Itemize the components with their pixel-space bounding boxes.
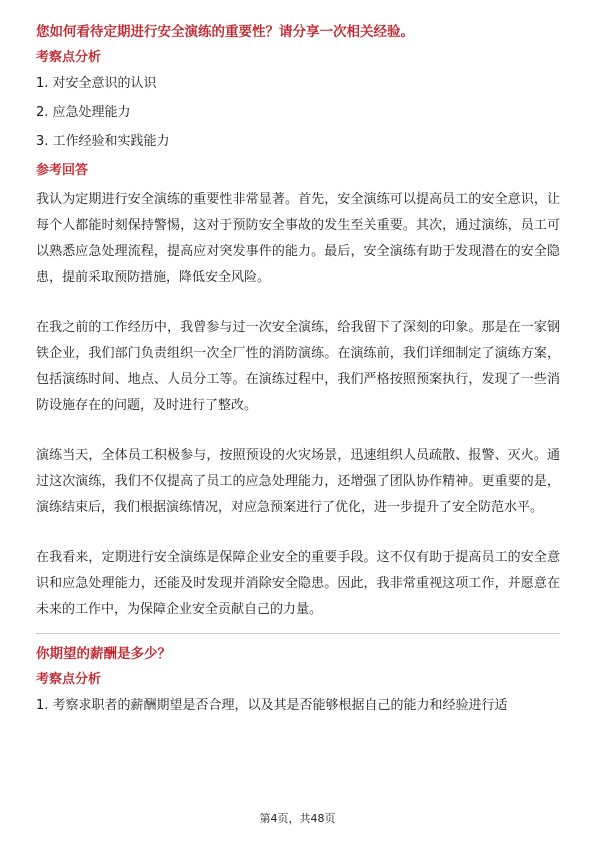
analysis-list (36, 696, 560, 716)
section-divider (36, 633, 560, 634)
question-block-1 (36, 22, 560, 623)
page-number: 第4页，共48页 (259, 812, 336, 825)
analysis-heading: 考察点分析 (36, 672, 102, 687)
list-item: 1. 考察求职者的薪酬期望是否合理，以及其是否能够根据自己的能力和经验进行适 (36, 698, 508, 713)
answer-paragraph: 在我看来，定期进行安全演练是保障企业安全的重要手段。这不仅有助于提高员工的安全意识和应急处理能力，还能及时发现并消除安全隐患。因此，我非常重视这项工作，并愿意在未来的工作中，为保障企业安全贡献自己的力量。 (36, 550, 560, 617)
answer-paragraph: 演练当天，全体员工积极参与，按照预设的火灾场景，迅速组织人员疏散、报警、灭火。通过这次演练，我们不仅提高了员工的应急处理能力，还增强了团队协作精神。更重要的是，演练结束后，我们根据演练情况，对应急预案进行了优化，进一步提升了安全防范水平。 (36, 448, 560, 515)
answer-heading: 参考回答 (36, 163, 89, 178)
list-item: 2. 应急处理能力 (36, 105, 131, 120)
answer-paragraph: 在我之前的工作经历中，我曾参与过一次安全演练，给我留下了深刻的印象。那是在一家钢铁企业，我们部门负责组织一次全厂性的消防演练。在演练前，我们详细制定了演练方案，包括演练时间、地点、人员分工等。在演练过程中，我们严格按照预案执行，发现了一些消防设施存在的问题，及时进行了整改。 (36, 320, 560, 413)
question-title: 你期望的薪酬是多少？ (36, 646, 171, 662)
analysis-heading: 考察点分析 (36, 50, 102, 65)
list-item: 1. 对安全意识的认识 (36, 76, 157, 91)
answer-paragraph: 我认为定期进行安全演练的重要性非常显著。首先，安全演练可以提高员工的安全意识，让每个人都能时刻保持警惕，这对于预防安全事故的发生至关重要。其次，通过演练，员工可以熟悉应急处理流程，提高应对突发事件的能力。最后，安全演练有助于发现潜在的安全隐患，提前采取预防措施，降低安全风险。 (36, 192, 560, 285)
document-page (36, 22, 560, 725)
question-title: 您如何看待定期进行安全演练的重要性？请分享一次相关经验。 (36, 24, 414, 40)
list-item: 3. 工作经验和实践能力 (36, 134, 170, 149)
question-block-2 (36, 644, 560, 716)
analysis-list (36, 74, 560, 152)
